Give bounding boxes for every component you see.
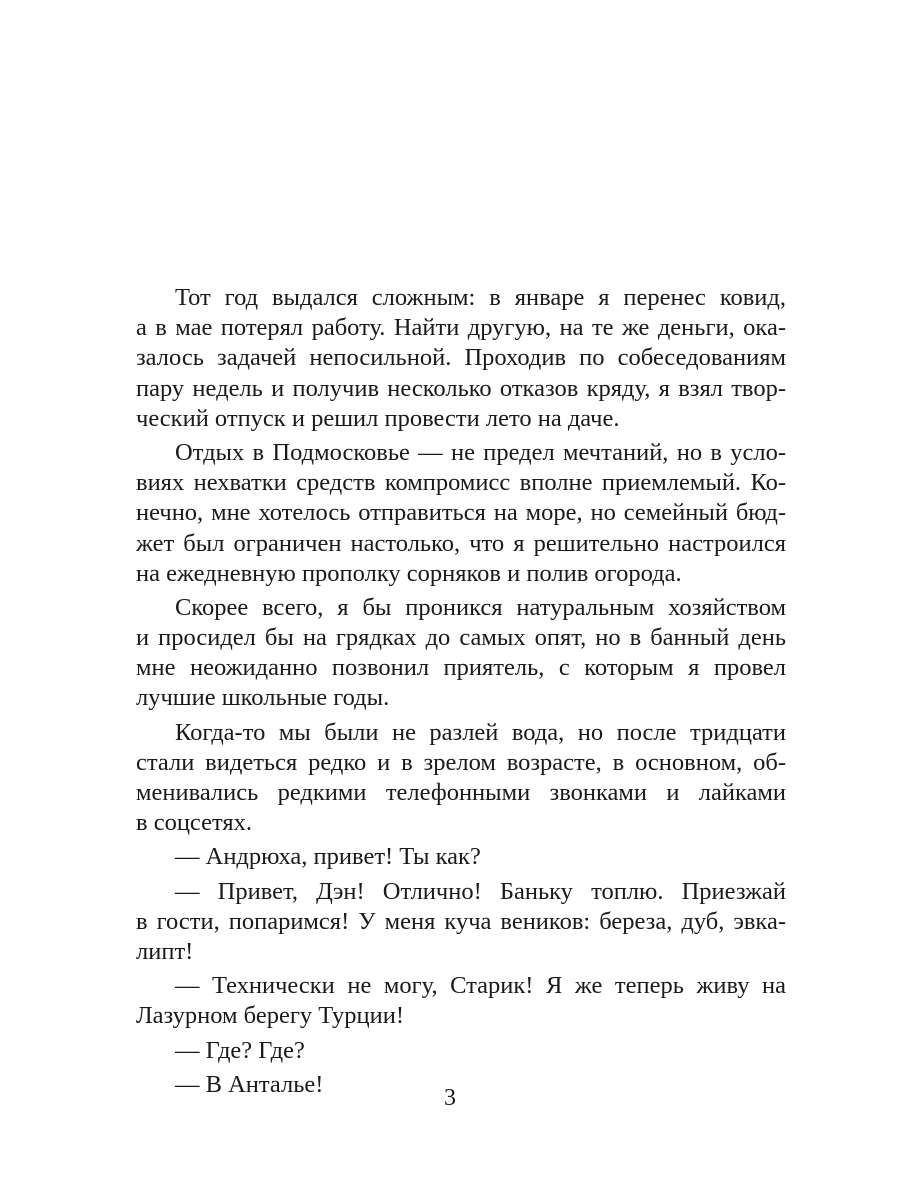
text-line: и просидел бы на грядках до самых опят, но в банный день: [136, 624, 786, 652]
text-line: а в мае потерял работу. Найти другую, на те же деньги, ока-: [136, 314, 786, 342]
text-line: стали видеться редко и в зрелом возрасте, в основном, об-: [136, 748, 786, 776]
page-body-text: [136, 283, 786, 1100]
paragraph: [136, 593, 786, 714]
text-line: Лазурном берегу Турции!: [136, 1002, 404, 1030]
text-line: в соцсетях.: [136, 809, 253, 837]
text-line: мне неожиданно позвонил приятель, с которым я провел: [136, 654, 786, 682]
text-line: Скорее всего, я бы проникся натуральным хозяйством: [175, 593, 786, 621]
text-line: Когда-то мы были не разлей вода, но после тридцати: [175, 718, 786, 746]
text-line: — Андрюха, привет! Ты как?: [175, 843, 481, 871]
paragraph: [136, 283, 786, 434]
text-line: нечно, мне хотелось отправиться на море, но семейный бюд-: [136, 499, 786, 527]
text-line: ческий отпуск и решил провести лето на даче.: [136, 404, 620, 432]
text-line: в гости, попаримся! У меня куча веников: береза, дуб, эвка-: [136, 907, 786, 935]
dialogue-line: [136, 1036, 786, 1066]
text-line: Отдых в Подмосковье — не предел мечтаний, но в усло-: [175, 438, 786, 466]
text-line: менивались редкими телефонными звонками и лайками: [136, 779, 786, 806]
text-line: виях нехватки средств компромисс вполне приемлемый. Ко-: [136, 469, 786, 497]
text-line: жет был ограничен настолько, что я решительно настроился: [136, 529, 786, 557]
text-line: Тот год выдался сложным: в январе я перенес ковид,: [175, 284, 786, 311]
dialogue-line: [136, 971, 786, 1031]
paragraph: [136, 718, 786, 839]
page-number: 3: [444, 1085, 456, 1111]
text-line: — Где? Где?: [175, 1036, 305, 1064]
text-line: липт!: [136, 937, 194, 965]
paragraph: [136, 438, 786, 589]
text-line: — Технически не могу, Старик! Я же теперь живу на: [175, 972, 786, 1000]
text-line: пару недель и получив несколько отказов кряду, я взял твор-: [136, 374, 786, 402]
text-line: залось задачей непосильной. Проходив по собеседованиям: [136, 344, 786, 372]
text-line: лучшие школьные годы.: [136, 684, 390, 712]
text-line: — Привет, Дэн! Отлично! Баньку топлю. Приезжай: [175, 877, 786, 905]
text-line: на ежедневную прополку сорняков и полив огорода.: [136, 559, 682, 587]
dialogue-line: [136, 842, 786, 872]
dialogue-line: [136, 877, 786, 968]
text-line: — В Анталье!: [175, 1070, 324, 1098]
